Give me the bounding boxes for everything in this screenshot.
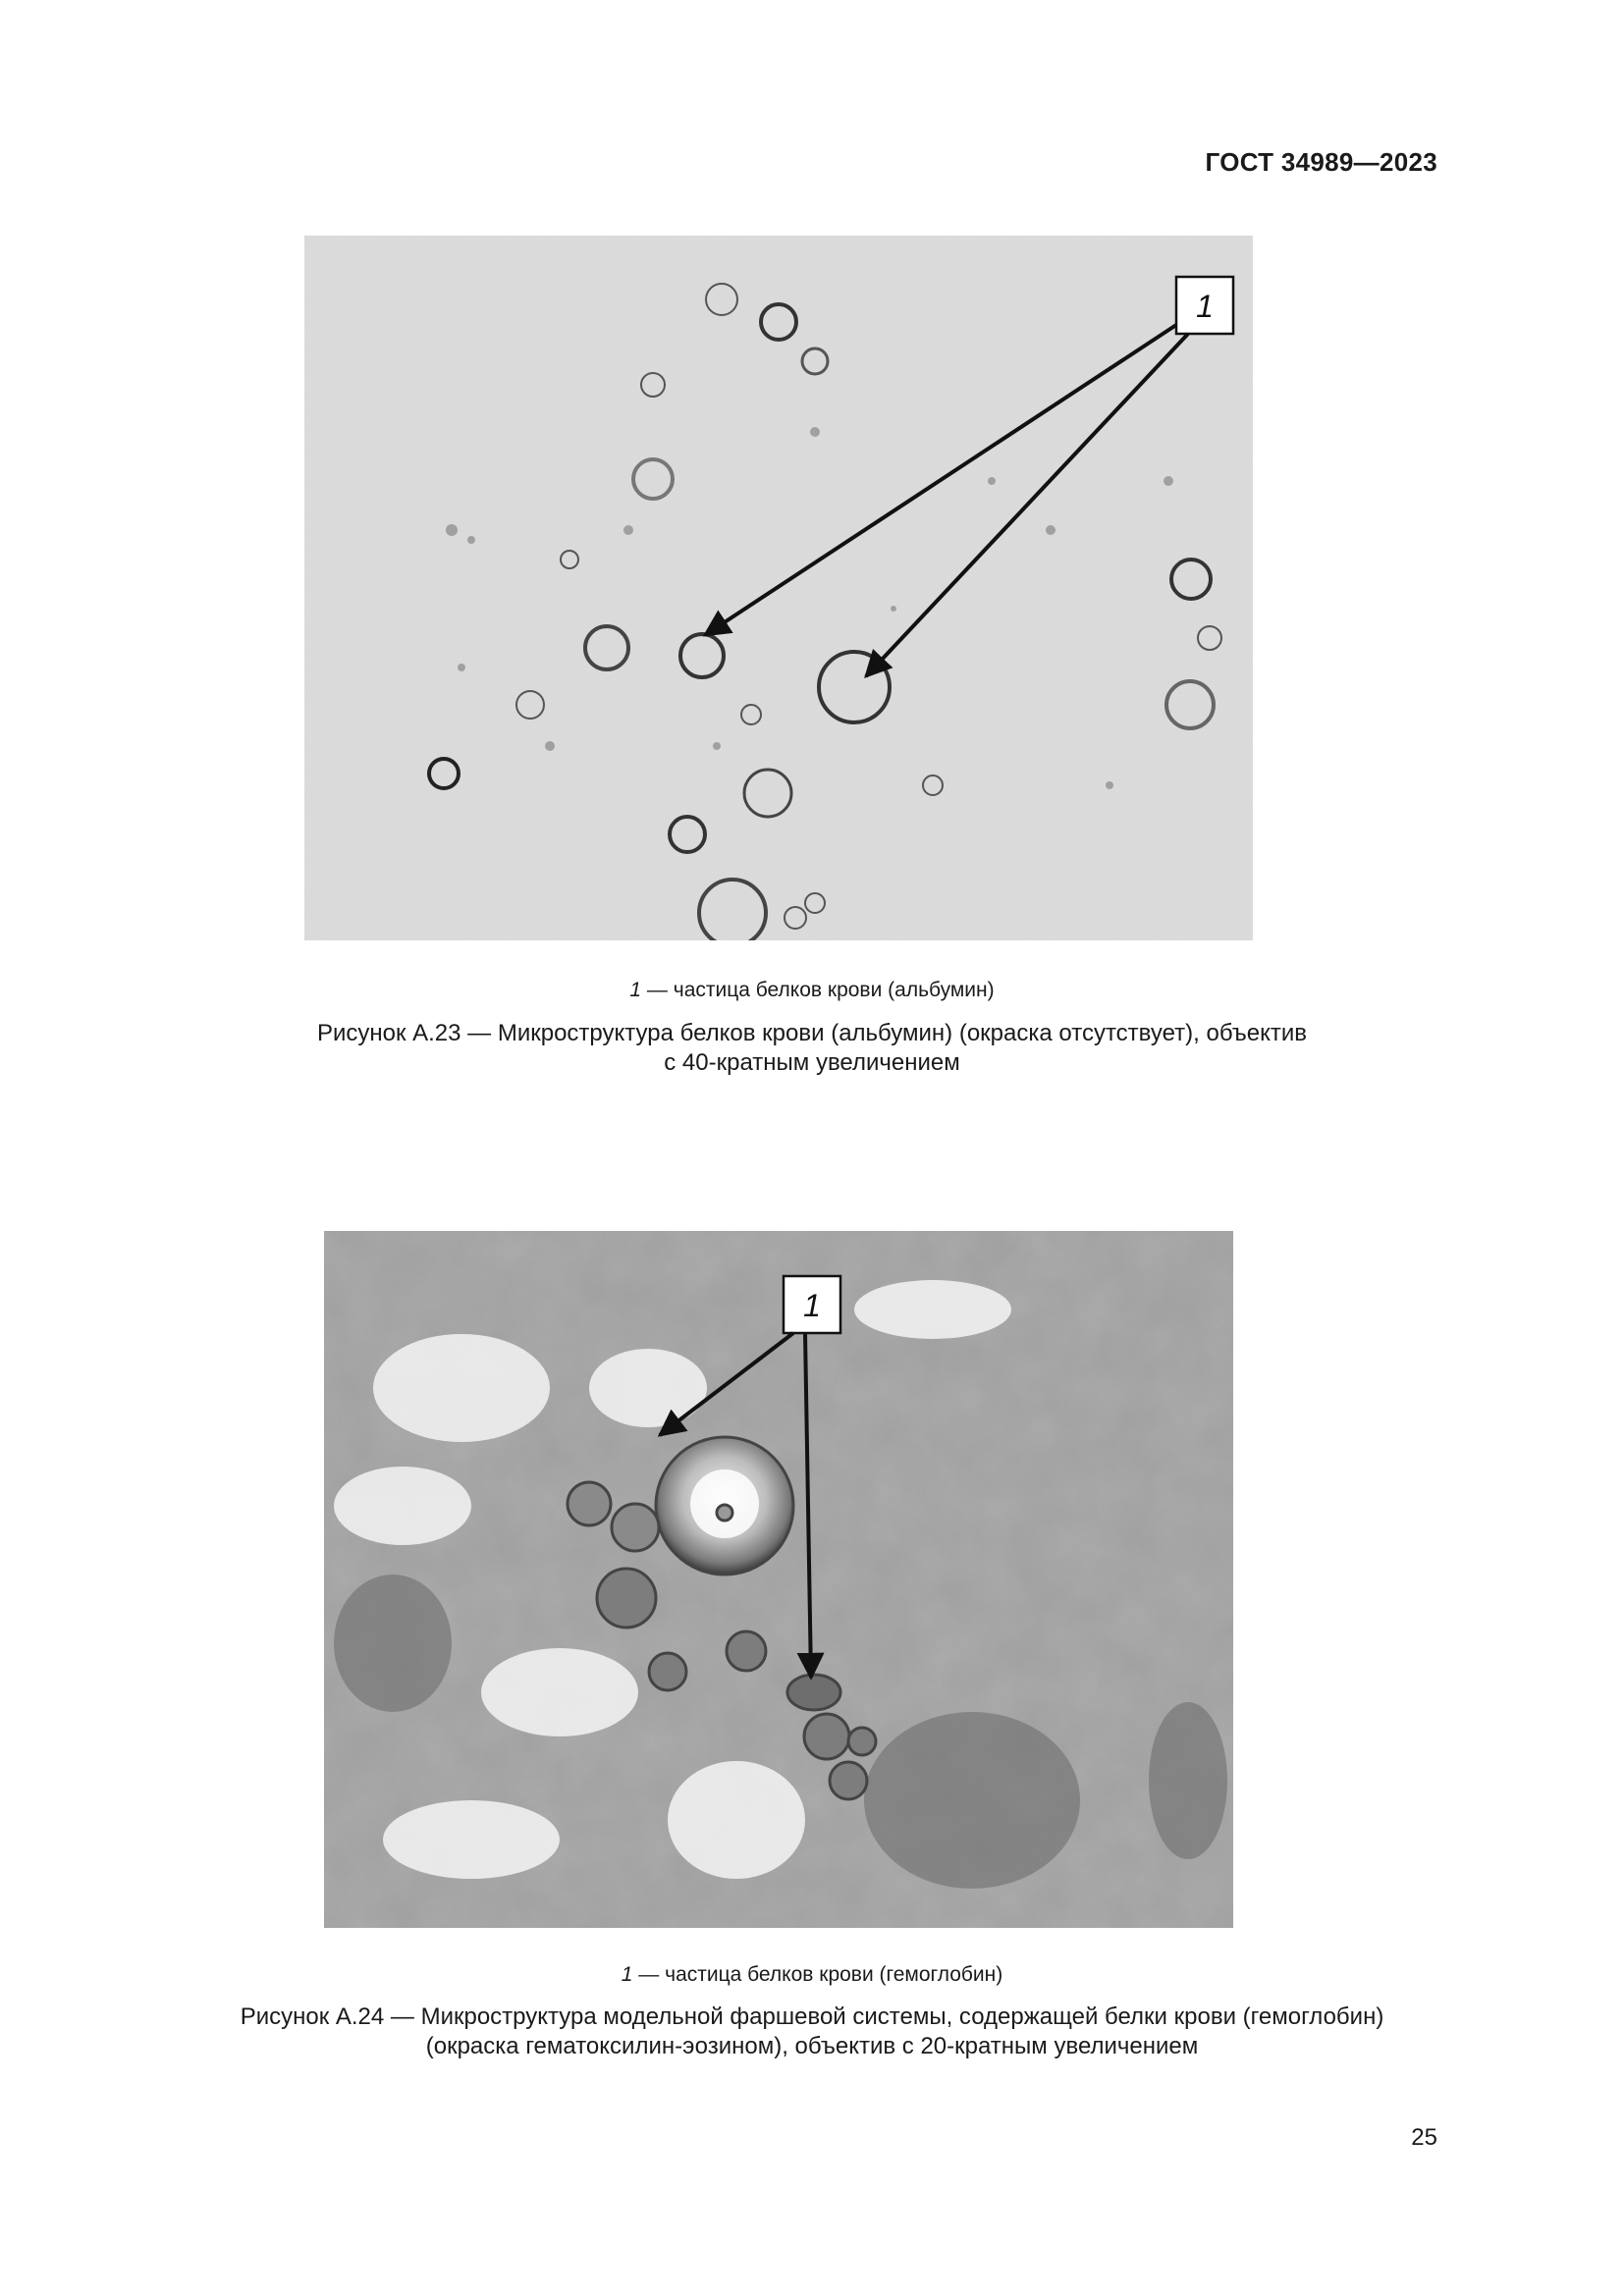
micrograph-albumin-image [304,236,1253,940]
caption-line: Рисунок А.23 — Микроструктура белков крови (альбумин) (окраска отсутствует), объектив [316,1020,1308,1046]
micrograph-albumin [304,236,1253,940]
figure-caption [147,1019,1477,1078]
legend-text: — частица белков крови (альбумин) [641,979,995,1001]
legend-number: 1 [629,979,642,1001]
caption-line: (окраска гематоксилин-эозином), объектив с 20-кратным увеличением [425,2033,1199,2059]
figure-legend [0,979,1624,1002]
figure-legend [0,1963,1624,1987]
callout-label: 1 [1196,289,1214,324]
caption-line: Рисунок А.24 — Микроструктура модельной фаршевой системы, содержащей белки крови (гемоглобин) [240,2003,1384,2030]
legend-text: — частица белков крови (гемоглобин) [632,1963,1003,1986]
document-standard-header: ГОСТ 34989—2023 [1205,147,1437,177]
page-number: 25 [1411,2124,1437,2151]
callout-label: 1 [803,1288,821,1323]
caption-line: с 40-кратным увеличением [664,1049,960,1076]
micrograph-hemoglobin-image [324,1231,1233,1928]
legend-number: 1 [621,1963,633,1986]
figure-caption [147,2002,1477,2061]
micrograph-hemoglobin [324,1231,1233,1928]
